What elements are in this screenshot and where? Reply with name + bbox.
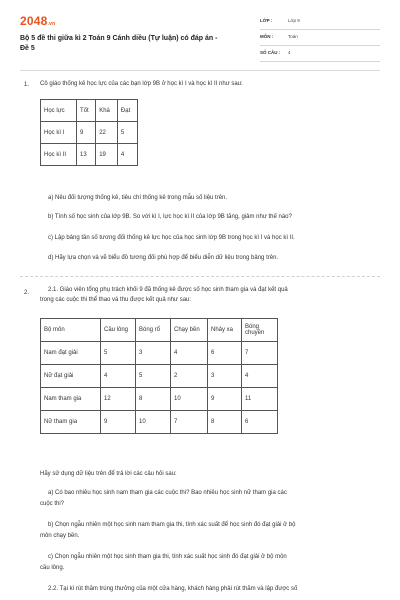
- table-cell: Tốt: [77, 100, 96, 122]
- site-logo[interactable]: [20, 14, 55, 28]
- table-cell: 9: [208, 388, 242, 411]
- logo-suffix: .vn: [47, 21, 56, 27]
- table-cell: Khá: [96, 100, 118, 122]
- q2-next-part: 2.2. Tại kì rút thăm trúng thưởng của một cửa hàng, khách hàng phải rút thăm và lập được số: [48, 586, 298, 592]
- table-cell: Nữ tham gia: [41, 411, 101, 434]
- page-title: Bộ 5 đề thi giữa kì 2 Toán 9 Cánh diều (Tự luận) có đáp án - Đề 5: [20, 35, 218, 52]
- table-cell: Chạy bền: [171, 319, 208, 342]
- table-cell: 4: [171, 342, 208, 365]
- table-cell: 8: [208, 411, 242, 434]
- q2-part-b-line2: môn chạy bền.: [40, 533, 80, 539]
- table-cell: Nữ đạt giải: [41, 365, 101, 388]
- meta-class: [260, 14, 380, 30]
- table-cell: 7: [171, 411, 208, 434]
- table-cell: Đạt: [117, 100, 137, 122]
- table-cell: Nhảy xa: [208, 319, 242, 342]
- meta-subject-label: MÔN :: [260, 34, 274, 39]
- q1-part-b: b) Tính số học sinh của lớp 9B. So với kì I, lực học kì II của lớp 9B tăng, giảm như thế nào?: [48, 214, 292, 220]
- table-cell: Nam tham gia: [41, 388, 101, 411]
- q2-table: [40, 318, 278, 434]
- meta-subject: [260, 30, 380, 46]
- q1-part-c: c) Lập bảng tần số tương đối thống kê lực học của học sinh lớp 9B trong học kì I và học kì II.: [48, 235, 295, 241]
- table-cell: 6: [208, 342, 242, 365]
- table-cell: 3: [136, 342, 171, 365]
- table-cell: Bóng chuyền: [242, 319, 278, 342]
- header-divider: [20, 70, 380, 71]
- q2-part-b-line1: b) Chọn ngẫu nhiên một học sinh nam tham gia thi, tính xác suất để học sinh đó đạt giải ở bộ: [48, 522, 296, 528]
- q1-table: [40, 99, 138, 166]
- q1-part-d: d) Hãy lựa chọn và vẽ biểu đồ tương đối phù hợp để biểu diễn dữ liệu trong bảng trên.: [48, 255, 279, 261]
- table-row: [41, 342, 278, 365]
- question-divider: [20, 276, 380, 277]
- table-header-row: [41, 100, 138, 122]
- table-cell: 5: [101, 342, 136, 365]
- table-cell: 9: [101, 411, 136, 434]
- table-cell: 4: [101, 365, 136, 388]
- question-1-number: 1.: [24, 82, 30, 88]
- table-cell: Học lực: [41, 100, 77, 122]
- table-cell: 11: [242, 388, 278, 411]
- table-cell: 22: [96, 122, 118, 144]
- table-cell: 4: [242, 365, 278, 388]
- q2-part-c-line1: c) Chọn ngẫu nhiên một học sinh tham gia thi, tính xác suất học sinh đó đạt giải ở bộ môn: [48, 554, 287, 560]
- table-header-row: [41, 319, 278, 342]
- meta-question-count: [260, 46, 380, 62]
- question-2-text-line1: 2.1. Giáo viên tổng phụ trách khối 9 đã thống kê được số học sinh tham gia và đạt kết quả: [48, 287, 288, 293]
- table-cell: 4: [117, 144, 137, 166]
- meta-class-value: Lớp 9: [288, 18, 300, 23]
- meta-count-value: 4: [288, 50, 291, 55]
- question-1-text: Cô giáo thống kê học lực của các bạn lớp 9B ở học kì I và học kì II như sau:: [40, 81, 243, 87]
- document-meta: [260, 14, 380, 62]
- table-row: [41, 144, 138, 166]
- question-2-text-line2: trong các cuộc thi thể thao và thu được kết quả như sau:: [40, 297, 192, 303]
- table-cell: 9: [77, 122, 96, 144]
- table-cell: 8: [136, 388, 171, 411]
- table-cell: 13: [77, 144, 96, 166]
- table-cell: 7: [242, 342, 278, 365]
- table-row: [41, 411, 278, 434]
- table-cell: 5: [117, 122, 137, 144]
- table-cell: 10: [136, 411, 171, 434]
- table-cell: 12: [101, 388, 136, 411]
- q2-part-a-line1: a) Có bao nhiêu học sinh nam tham gia các cuộc thi? Bao nhiêu học sinh nữ tham gia các: [48, 490, 287, 496]
- table-cell: 5: [136, 365, 171, 388]
- meta-class-label: LỚP :: [260, 18, 273, 23]
- meta-count-label: SỐ CÂU :: [260, 50, 281, 55]
- q1-part-a: a) Nêu đối tượng thống kê, tiêu chí thống kê trong mẫu số liệu trên.: [48, 195, 228, 201]
- table-cell: 10: [171, 388, 208, 411]
- q2-part-c-line2: cầu lông.: [40, 565, 65, 571]
- table-cell: Học kì I: [41, 122, 77, 144]
- table-cell: 3: [208, 365, 242, 388]
- table-row: [41, 122, 138, 144]
- table-cell: Cầu lông: [101, 319, 136, 342]
- table-cell: 6: [242, 411, 278, 434]
- question-2-number: 2.: [24, 290, 30, 296]
- q2-part-a-line2: cuộc thi?: [40, 501, 65, 507]
- meta-subject-value: Toán: [288, 34, 298, 39]
- table-row: [41, 388, 278, 411]
- table-cell: Bộ môn: [41, 319, 101, 342]
- logo-text: 2048: [20, 14, 48, 28]
- table-cell: Học kì II: [41, 144, 77, 166]
- table-cell: 19: [96, 144, 118, 166]
- table-cell: 2: [171, 365, 208, 388]
- q2-intro: Hãy sử dụng dữ liệu trên để trả lời các câu hỏi sau:: [40, 471, 177, 477]
- table-cell: Bóng rổ: [136, 319, 171, 342]
- table-row: [41, 365, 278, 388]
- document-header: [20, 14, 380, 62]
- table-cell: Nam đạt giải: [41, 342, 101, 365]
